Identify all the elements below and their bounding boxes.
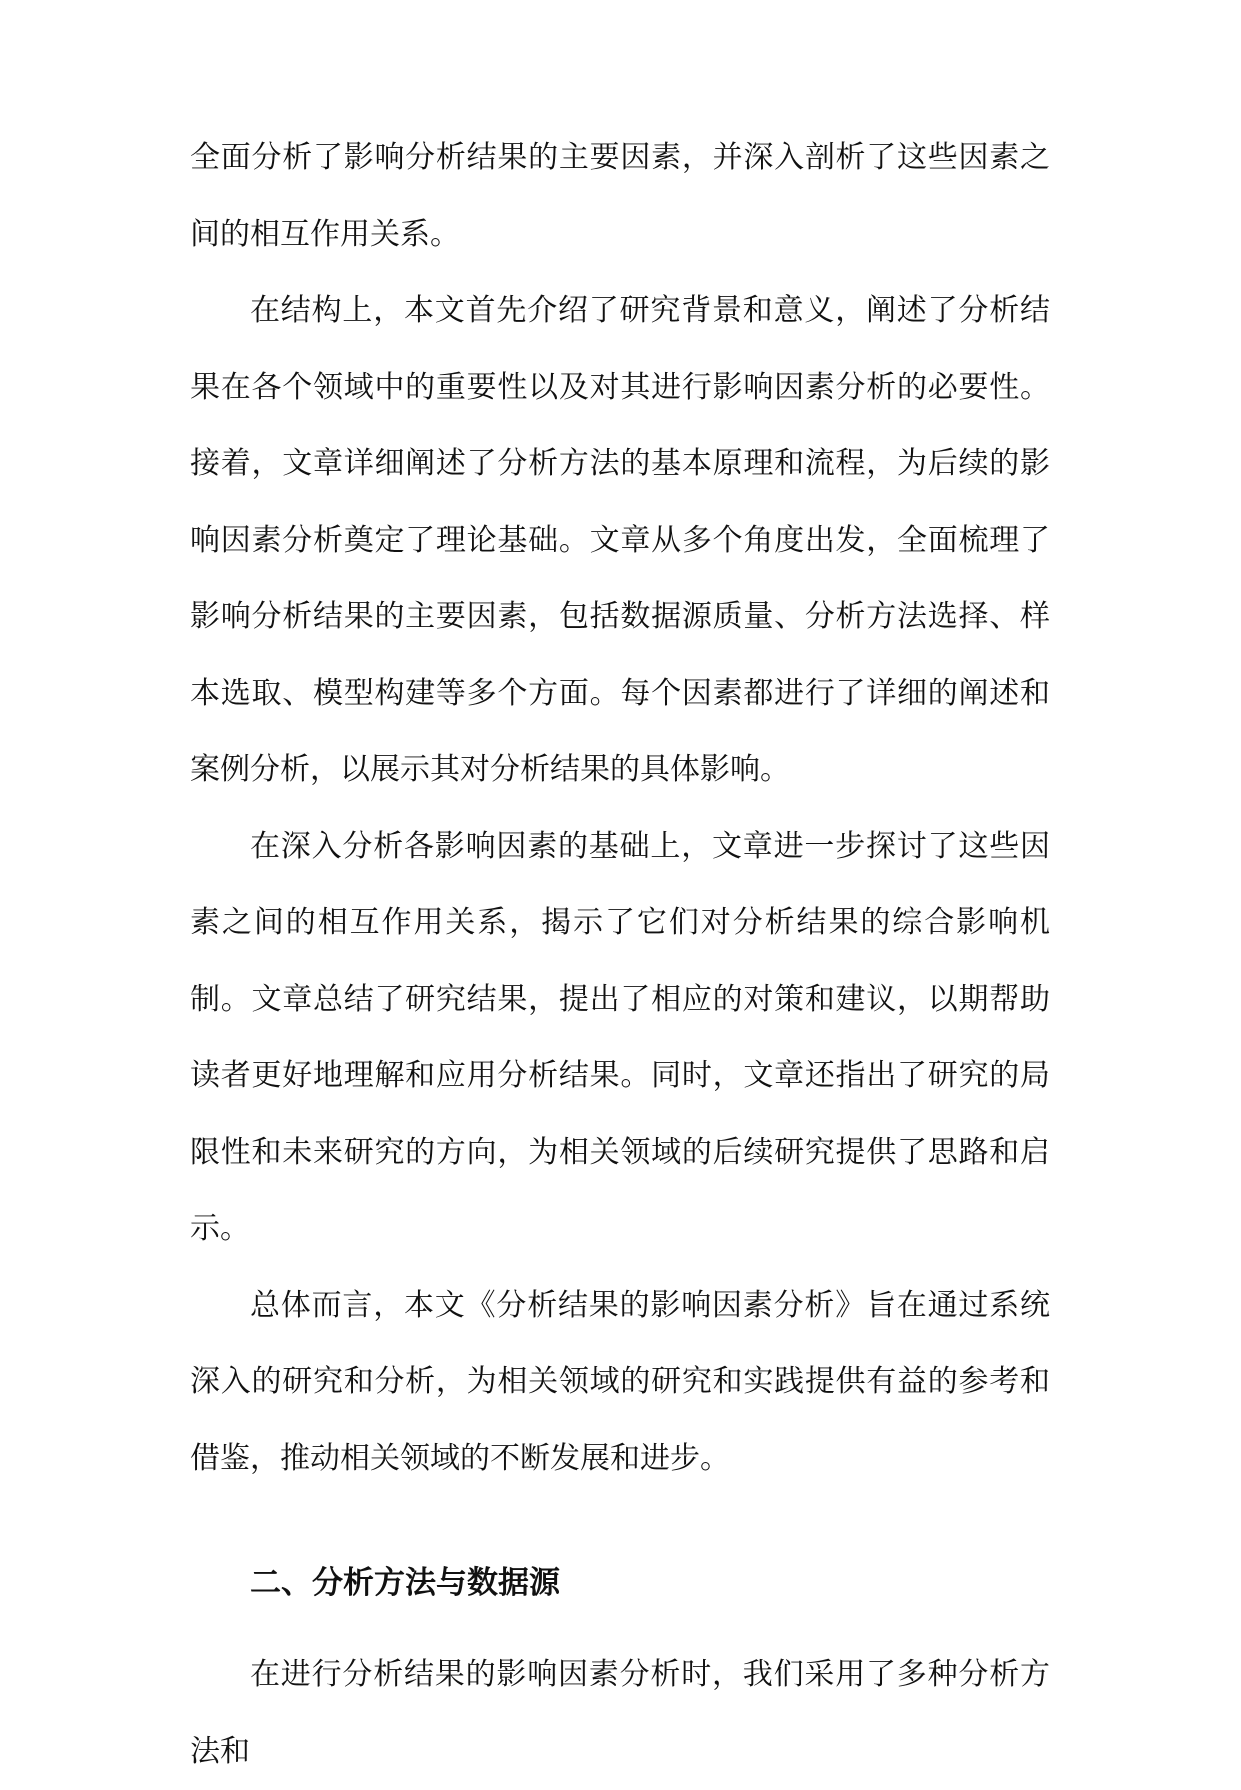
- section-paragraph: 在进行分析结果的影响因素分析时，我们采用了多种分析方法和: [190, 1657, 1050, 1769]
- paragraph-structure: 在结构上，本文首先介绍了研究背景和意义，阐述了分析结果在各个领域中的重要性以及对其进行影响因素分析的必要性。接着，文章详细阐述了分析方法的基本原理和流程，为后续的影响因素分析奠定了理论基础。文章从多个角度出发，全面梳理了影响分析结果的主要因素，包括数据源质量、分析方法选择、样本选取、模型构建等多个方面。每个因素都进行了详细的阐述和案例分析，以展示其对分析结果的具体影响。: [190, 293, 1050, 787]
- paragraph-summary: 总体而言，本文《分析结果的影响因素分析》旨在通过系统深入的研究和分析，为相关领域的研究和实践提供有益的参考和借鉴，推动相关领域的不断发展和进步。: [190, 1287, 1050, 1476]
- paragraph-continuation: 全面分析了影响分析结果的主要因素，并深入剖析了这些因素之间的相互作用关系。: [190, 140, 1050, 252]
- document-page: [190, 120, 1050, 1790]
- paragraph-interaction: 在深入分析各影响因素的基础上，文章进一步探讨了这些因素之间的相互作用关系，揭示了它们对分析结果的综合影响机制。文章总结了研究结果，提出了相应的对策和建议，以期帮助读者更好地理解和应用分析结果。同时，文章还指出了研究的局限性和未来研究的方向，为相关领域的后续研究提供了思路和启示。: [190, 828, 1050, 1246]
- section-heading: 二、分析方法与数据源: [250, 1565, 560, 1601]
